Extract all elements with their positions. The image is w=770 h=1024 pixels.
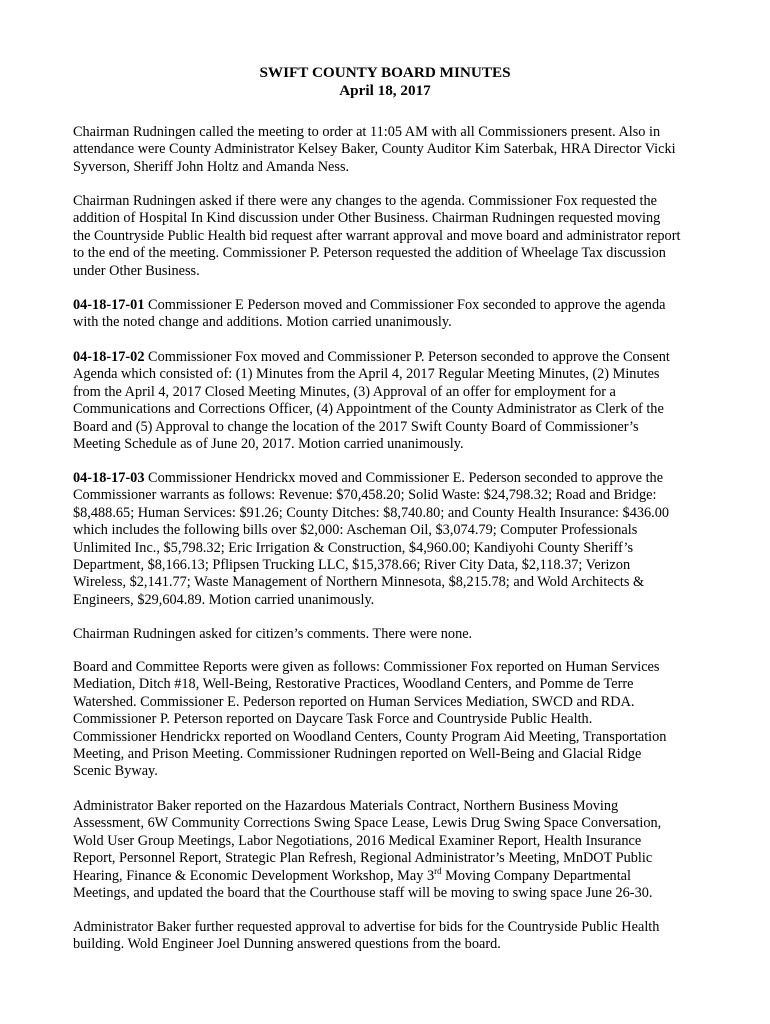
document-title: SWIFT COUNTY BOARD MINUTES (259, 64, 511, 81)
text-line: Department, $8,166.13; Pflipsen Trucking LLC, $15,378.66; River City Data, $2,118.37; Verizon (73, 557, 631, 574)
document-date: April 18, 2017 (339, 82, 431, 99)
motion-04-18-17-01 (73, 297, 713, 332)
text-line: Chairman Rudningen asked if there were any changes to the agenda. Commissioner Fox requested the (73, 193, 658, 209)
ordinal-suffix: rd (434, 865, 442, 876)
paragraph-agenda-changes (73, 193, 713, 280)
report-line-text: Moving Company Departmental (441, 867, 631, 884)
motion-text: Commissioner E Pederson moved and Commissioner Fox seconded to approve the agenda (144, 297, 666, 313)
text-line: Board and (5) Approval to change the location of the 2017 Swift County Board of Commissioner’s (73, 418, 639, 435)
text-line: Commissioner warrants as follows: Revenue: $70,458.20; Solid Waste: $24,798.32; Road and Bridge: (73, 487, 657, 504)
text-line: Commissioner P. Peterson reported on Daycare Task Force and Countryside Public Health. (73, 711, 593, 728)
text-line: Meeting, and Prison Meeting. Commissioner Rudningen reported on Well-Being and Glacial Ridge (73, 746, 642, 763)
text-line: Administrator Baker further requested approval to advertise for bids for the Countryside Public Health (73, 919, 660, 935)
text-line: Wireless, $2,141.77; Waste Management of Northern Minnesota, $8,215.78; and Wold Architects & (73, 574, 645, 591)
motion-text: Commissioner Hendrickx moved and Commissioner E. Pederson seconded to approve the (144, 470, 664, 486)
text-line: Engineers, $29,604.89. Motion carried unanimously. (73, 591, 375, 608)
text-line: Meeting Schedule as of June 20, 2017. Motion carried unanimously. (73, 436, 464, 453)
text-line: Communications and Corrections Officer, (4) Appointment of the County Administrator as Clerk of the (73, 401, 664, 418)
text-line: Scenic Byway. (73, 763, 158, 780)
text-line: $8,488.65; Human Services: $91.26; County Ditches: $8,740.80; and County Health Insurance: $436.00 (73, 504, 670, 521)
text-line: building. Wold Engineer Joel Dunning answered questions from the board. (73, 936, 501, 953)
motion-04-18-17-03 (73, 470, 713, 609)
text-line: attendance were County Administrator Kelsey Baker, County Auditor Kim Saterbak, HRA Director Vicki (73, 141, 676, 158)
text-line: Unlimited Inc., $5,798.32; Eric Irrigation & Construction, $4,960.00; Kandiyohi County Sheriff’s (73, 539, 634, 556)
report-line: Meetings, and updated the board that the Courthouse staff will be moving to swing space June 26-30. (73, 885, 653, 902)
text-line: Chairman Rudningen called the meeting to order at 11:05 AM with all Commissioners present. Also in (73, 124, 661, 140)
motion-text: Commissioner Fox moved and Commissioner P. Peterson seconded to approve the Consent (144, 349, 670, 365)
text-line: Agenda which consisted of: (1) Minutes from the April 4, 2017 Regular Meeting Minutes, (2) Minutes (73, 366, 660, 383)
report-line-text: Hearing, Finance & Economic Development Workshop, May 3 (73, 867, 435, 884)
text-line: the Countryside Public Health bid request after warrant approval and move board and administrator report (73, 227, 681, 244)
text-line: Report, Personnel Report, Strategic Plan Refresh, Regional Administrator’s Meeting, MnDOT Public (73, 850, 653, 867)
text-line: from the April 4, 2017 Closed Meeting Minutes, (3) Approval of an offer for employment for a (73, 383, 616, 400)
motion-04-18-17-02 (73, 349, 713, 453)
motion-id: 04-18-17-02 (73, 349, 145, 365)
motion-id: 04-18-17-03 (73, 470, 145, 486)
text-line: Assessment, 6W Community Corrections Swing Space Lease, Lewis Drug Swing Space Conversation, (73, 815, 662, 832)
text-line: Syverson, Sheriff John Holtz and Amanda Ness. (73, 158, 350, 175)
paragraph-bid-request (73, 919, 713, 954)
text-line: with the noted change and additions. Motion carried unanimously. (73, 314, 452, 331)
paragraph-committee-reports (73, 659, 713, 781)
text-line: Mediation, Ditch #18, Well-Being, Restorative Practices, Woodland Centers, and Pomme de Terre (73, 676, 634, 693)
paragraph-citizen-comments (73, 626, 713, 643)
text-line: Administrator Baker reported on the Hazardous Materials Contract, Northern Business Moving (73, 798, 619, 814)
text-line: Board and Committee Reports were given as follows: Commissioner Fox reported on Human Services (73, 659, 660, 675)
text-line: to the end of the meeting. Commissioner P. Peterson requested the addition of Wheelage Tax discussion (73, 245, 666, 262)
text-line: under Other Business. (73, 262, 200, 279)
text-line: Chairman Rudningen asked for citizen’s comments. There were none. (73, 626, 473, 642)
paragraph-administrator-report (73, 798, 713, 902)
motion-id: 04-18-17-01 (73, 297, 145, 313)
text-line: Wold User Group Meetings, Labor Negotiations, 2016 Medical Examiner Report, Health Insurance (73, 832, 642, 849)
paragraph-call-to-order (73, 124, 713, 176)
text-line: Watershed. Commissioner E. Pederson reported on Human Services Mediation, SWCD and RDA. (73, 693, 635, 710)
text-line: Commissioner Hendrickx reported on Woodland Centers, County Program Aid Meeting, Transportation (73, 728, 667, 745)
text-line: addition of Hospital In Kind discussion under Other Business. Chairman Rudningen requested moving (73, 210, 661, 227)
text-line: which includes the following bills over $2,000: Ascheman Oil, $3,074.79; Computer Professionals (73, 522, 638, 539)
